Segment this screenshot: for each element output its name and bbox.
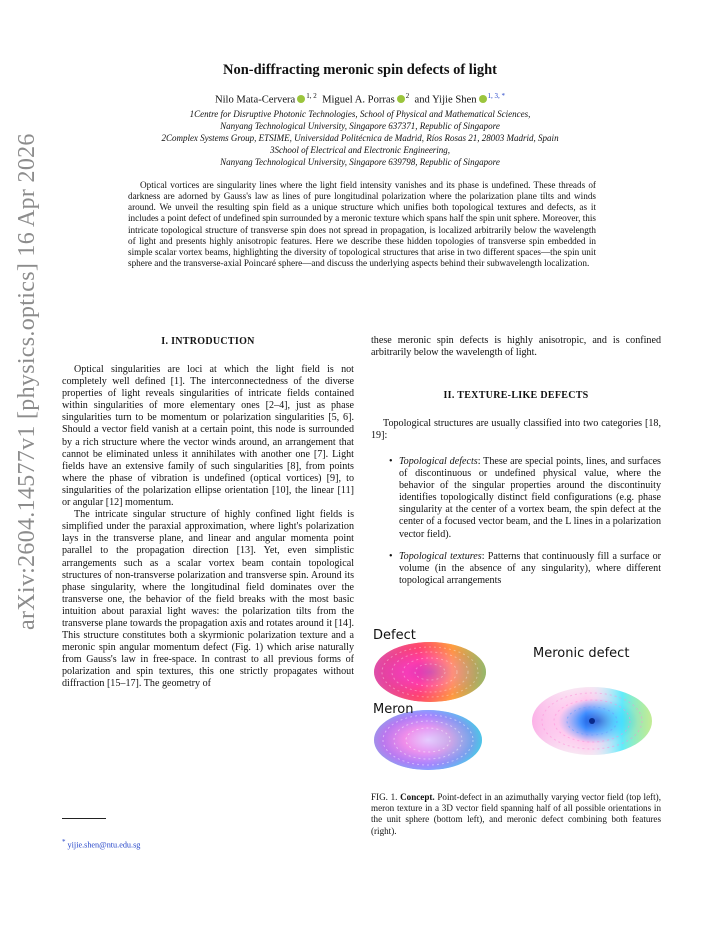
bullet-text: : Patterns that continuously fill a surface or volume (in the absence of any singularity), where different topological arrangements xyxy=(399,550,662,586)
paragraph: these meronic spin defects is highly anisotropic, and is confined arbitrarily below the wavelength of light. xyxy=(371,335,661,359)
author-name[interactable]: Miguel A. Porras xyxy=(322,94,395,106)
abstract: Optical vortices are singularity lines where the light field intensity vanishes and its phase is undefined. These threads of darkness are adorned by Gauss's law as lines of pure longitudinal polarization where the polarization plane tilts and winds around. We unveil the resulting spin field as a unique structure which unifies both topological textures and defects, as it includes a point defect of undefined spin surrounded by a meronic texture which spans half the spin unit sphere. Moreover, this intricate topological structure of transverse spin does not spread in propagation, is localized arbitrarily below the wavelength of light and presents highly anisotropic features. Here we describe these hidden topologies of transverse spin embedded in simple scalar vortex beams, highlighting the diversity of topological structures that arise in two different spaces—the spin unit sphere and the transverse-axial Poincaré sphere—and discuss the underlying aspects behind their subwavelength localization. xyxy=(128,180,596,269)
list-item xyxy=(371,456,661,541)
footnote-marker: * xyxy=(62,838,66,846)
bullet-dot: • xyxy=(389,550,393,562)
bullet-list xyxy=(371,456,661,587)
paragraph: Topological structures are usually classified into two categories [18, 19]: xyxy=(371,418,661,442)
orcid-icon[interactable] xyxy=(297,95,305,103)
left-column xyxy=(62,364,354,691)
caption-title: Concept. xyxy=(400,792,435,802)
author-name[interactable]: and Yijie Shen xyxy=(414,94,477,106)
list-item xyxy=(371,551,661,587)
paper-title: Non-diffracting meronic spin defects of light xyxy=(223,62,497,78)
defect-disc xyxy=(374,642,486,702)
meronic-defect-disc xyxy=(532,687,652,755)
figure-label-meron: Meron xyxy=(373,702,414,717)
author-line xyxy=(80,92,640,106)
orcid-icon[interactable] xyxy=(397,95,405,103)
figure-caption xyxy=(371,792,661,837)
bullet-dot: • xyxy=(389,456,393,467)
footnote-rule xyxy=(62,818,106,819)
footnote xyxy=(62,838,140,850)
caption-text: Point-defect in an azimuthally varying vector field (top left), meron texture in a 3D vector field spanning half of all possible orientations in the unit sphere (bottom left), and meronic defect combining both features (right). xyxy=(371,792,661,836)
section-heading-texture-defects: II. TEXTURE-LIKE DEFECTS xyxy=(443,390,589,401)
right-column-body xyxy=(371,418,661,442)
caption-prefix: FIG. 1. xyxy=(371,792,398,802)
affiliation-line: 1Centre for Disruptive Photonic Technologies, School of Physical and Mathematical Sciences, xyxy=(189,109,531,119)
affiliation-line: 2Complex Systems Group, ETSIME, Universidad Politécnica de Madrid, Ríos Rosas 21, 28003 Madrid, Spain xyxy=(161,133,559,143)
section-heading-introduction: I. INTRODUCTION xyxy=(161,336,255,347)
author-affil-sup: 2 xyxy=(405,92,410,100)
figure-label-defect: Defect xyxy=(373,628,416,643)
orcid-icon[interactable] xyxy=(479,95,487,103)
bullet-term: Topological defects xyxy=(399,456,478,467)
affiliation-line: 3School of Electrical and Electronic Engineering, xyxy=(269,145,451,155)
affiliation-line: Nanyang Technological University, Singapore 637371, Republic of Singapore xyxy=(220,121,500,131)
affiliation-line: Nanyang Technological University, Singapore 639798, Republic of Singapore xyxy=(220,157,500,167)
figure-label-meronic-defect: Meronic defect xyxy=(533,646,630,661)
paragraph: The intricate singular structure of highly confined light fields is simplified under the paraxial approximation, where light's polarization lays in the transverse plane, and linear and angular momenta point parallel to the propagation direction [13]. Yet, even simplistic arrangements such as a scalar vortex beam contain topological structures of non-transverse polarization and transverse spin. Around its phase singularity, where the longitudinal field dominates over the transverse one, the behavior of the field breaks with the most basic intuition about paraxial light waves: the polarization tilts from the transverse plane towards the propagation axis and rotates around it [14]. This structure constitutes both a skyrmionic polarization texture and a meronic spin angular momentum defect (Fig. 1) which arise naturally from Gauss's law in free-space. In contrast to all previous forms of polarization and spin textures, this one strictly propagates without diffraction [15–17]. The geometry of xyxy=(62,509,354,690)
paragraph: Optical singularities are loci at which the light field is not completely well defined [1]. The interconnectedness of the diverse properties of light reveals singularities of intricate fields contained within singularities of more elementary ones [2–4], just as phase singularities turn to be momentum or polarization singularities [5, 6]. Should a vector field vanish at a certain point, this node is surrounded by a rich structure where the vector winds around, an arrangement that cannot be eliminated unless it annihilates with another one [7]. Light fields have an extensive family of such singularities [8], from points where the phase of vibration is undefined (optical vortices) [9], to singularities of the polarization ellipse orientation [10], the linear [11] or angular [12] momentum. xyxy=(62,364,354,509)
arxiv-stamp: arXiv:2604.14577v1 [physics.optics] 16 Apr 2026 xyxy=(14,133,40,630)
figure-1 xyxy=(371,626,663,776)
bullet-term: Topological textures xyxy=(399,550,482,562)
bullet-text: : These are special points, lines, and surfaces of discontinuous or undefined physical value, where the behavior of the singular properties around the discontinuity identifies topologically distinct field configurations (e.g. phase singularity at the center of a vortex beam, the spin defect at the center of a focused vector beam, and the L lines in a polarization vector field). xyxy=(399,456,661,540)
author-affil-sup: 1, 2 xyxy=(306,92,317,100)
author-affil-sup: 1, 3, * xyxy=(487,92,506,100)
right-column-top xyxy=(371,335,661,359)
email-link[interactable]: yijie.shen@ntu.edu.sg xyxy=(67,840,141,850)
meron-disc xyxy=(374,710,482,770)
author-name[interactable]: Nilo Mata-Cervera xyxy=(214,94,296,106)
